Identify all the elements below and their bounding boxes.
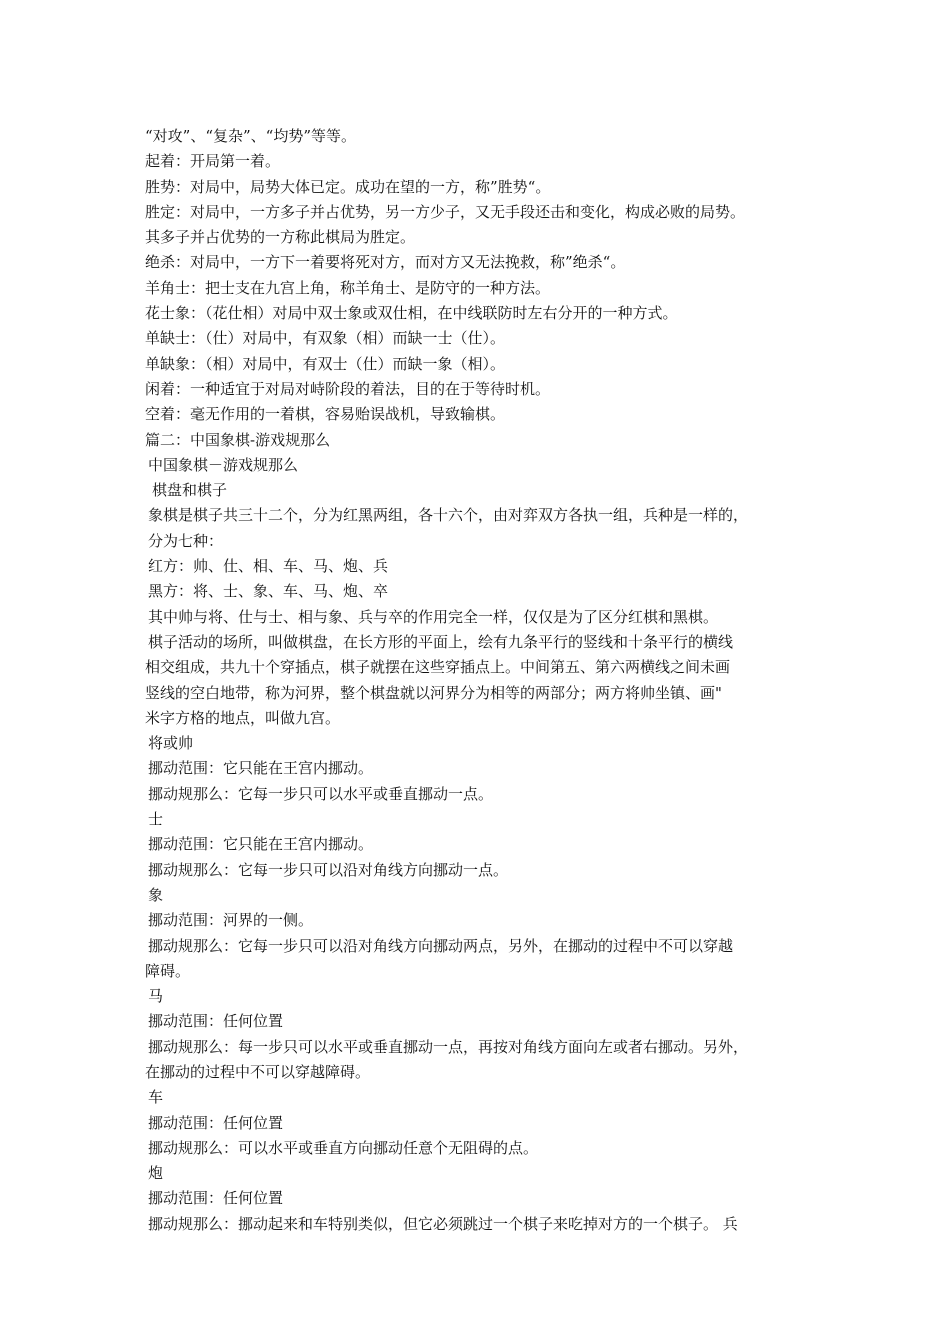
text-line: 闲着：一种适宜于对局对峙阶段的着法，目的在于等待时机。 (145, 379, 551, 398)
text-line: 挪动范围：任何位置 (148, 1012, 284, 1031)
text-line: 其多子并占优势的一方称此棋局为胜定。 (145, 228, 416, 247)
text-line: 胜势：对局中，局势大体已定。成功在望的一方，称”胜势“。 (145, 177, 551, 196)
text-line: 胜定：对局中，一方多子并占优势，另一方少子，又无手段还击和变化，构成必败的局势。 (145, 202, 746, 221)
piece-heading: 马 (148, 987, 164, 1006)
piece-heading: 士 (148, 810, 164, 829)
text-line: 挪动规那么：每一步只可以水平或垂直挪动一点，再按对角线方面向左或者右挪动。另外， (148, 1037, 749, 1056)
section-heading: 篇二：中国象棋-游戏规那么 (145, 430, 331, 449)
text-line: 空着：毫无作用的一着棋，容易贻误战机，导致输棋。 (145, 405, 506, 424)
text-line: 挪动范围：任何位置 (148, 1189, 284, 1208)
text-line: 绝杀：对局中，一方下一着要将死对方，而对方又无法挽救，称”绝杀“。 (145, 253, 626, 272)
text-line: 花士象：（花仕相）对局中双士象或双仕相，在中线联防时左右分开的一种方式。 (145, 304, 678, 323)
piece-heading: 车 (148, 1088, 164, 1107)
text-line: 挪动范围：任何位置 (148, 1113, 284, 1132)
text-line: 竖线的空白地带，称为河界，整个棋盘就以河界分为相等的两部分；两方将帅坐镇、画" (145, 683, 722, 702)
text-line: 黑方：将、士、象、车、马、炮、卒 (148, 582, 389, 601)
text-line: 羊角士：把士支在九宫上角，称羊角士、是防守的一种方法。 (145, 278, 551, 297)
text-line: “对攻”、“复杂”、“均势”等等。 (145, 127, 357, 145)
text-line: 单缺士：（仕）对局中，有双象（相）而缺一士（仕）。 (145, 329, 506, 348)
text-line: 挪动规那么：它每一步只可以沿对角线方向挪动一点。 (148, 860, 509, 879)
subheading: 棋盘和棋子 (152, 481, 228, 500)
text-line: 分为七种： (148, 531, 224, 550)
text-line: 挪动规那么：挪动起来和车特别类似，但它必须跳过一个棋子来吃掉对方的一个棋子。 兵 (148, 1214, 738, 1233)
text-line: 挪动范围：它只能在王宫内挪动。 (148, 835, 374, 854)
text-line: 其中帅与将、仕与士、相与象、兵与卒的作用完全一样，仅仅是为了区分红棋和黑棋。 (148, 607, 719, 626)
piece-heading: 将或帅 (148, 734, 194, 753)
text-line: 起着：开局第一着。 (145, 152, 281, 171)
text-line: 象棋是棋子共三十二个，分为红黑两组，各十六个，由对弈双方各执一组，兵种是一样的， (148, 506, 749, 525)
text-line: 障碍。 (145, 961, 191, 980)
piece-heading: 象 (148, 885, 164, 904)
text-line: 在挪动的过程中不可以穿越障碍。 (145, 1062, 371, 1081)
text-line: 挪动规那么：可以水平或垂直方向挪动任意个无阻碍的点。 (148, 1138, 539, 1157)
text-line: 红方：帅、仕、相、车、马、炮、兵 (148, 557, 389, 576)
piece-heading: 炮 (148, 1164, 164, 1183)
text-line: 挪动规那么：它每一步只可以沿对角线方向挪动两点，另外，在挪动的过程中不可以穿越 (148, 936, 734, 955)
text-line: 米字方格的地点，叫做九宫。 (145, 708, 341, 727)
text-line: 单缺象：（相）对局中，有双士（仕）而缺一象（相）。 (145, 354, 506, 373)
text-line: 棋子活动的场所，叫做棋盘，在长方形的平面上，绘有九条平行的竖线和十条平行的横线 (148, 632, 734, 651)
text-line: 挪动规那么：它每一步只可以水平或垂直挪动一点。 (148, 784, 494, 803)
document-text (145, 124, 810, 1237)
text-line: 相交组成，共九十个穿插点，棋子就摆在这些穿插点上。中间第五、第六两横线之间未画 (145, 658, 731, 677)
text-line: 挪动范围：它只能在王宫内挪动。 (148, 759, 374, 778)
text-line: 挪动范围：河界的一侧。 (148, 911, 314, 930)
document-title: 中国象棋－游戏规那么 (148, 455, 299, 474)
